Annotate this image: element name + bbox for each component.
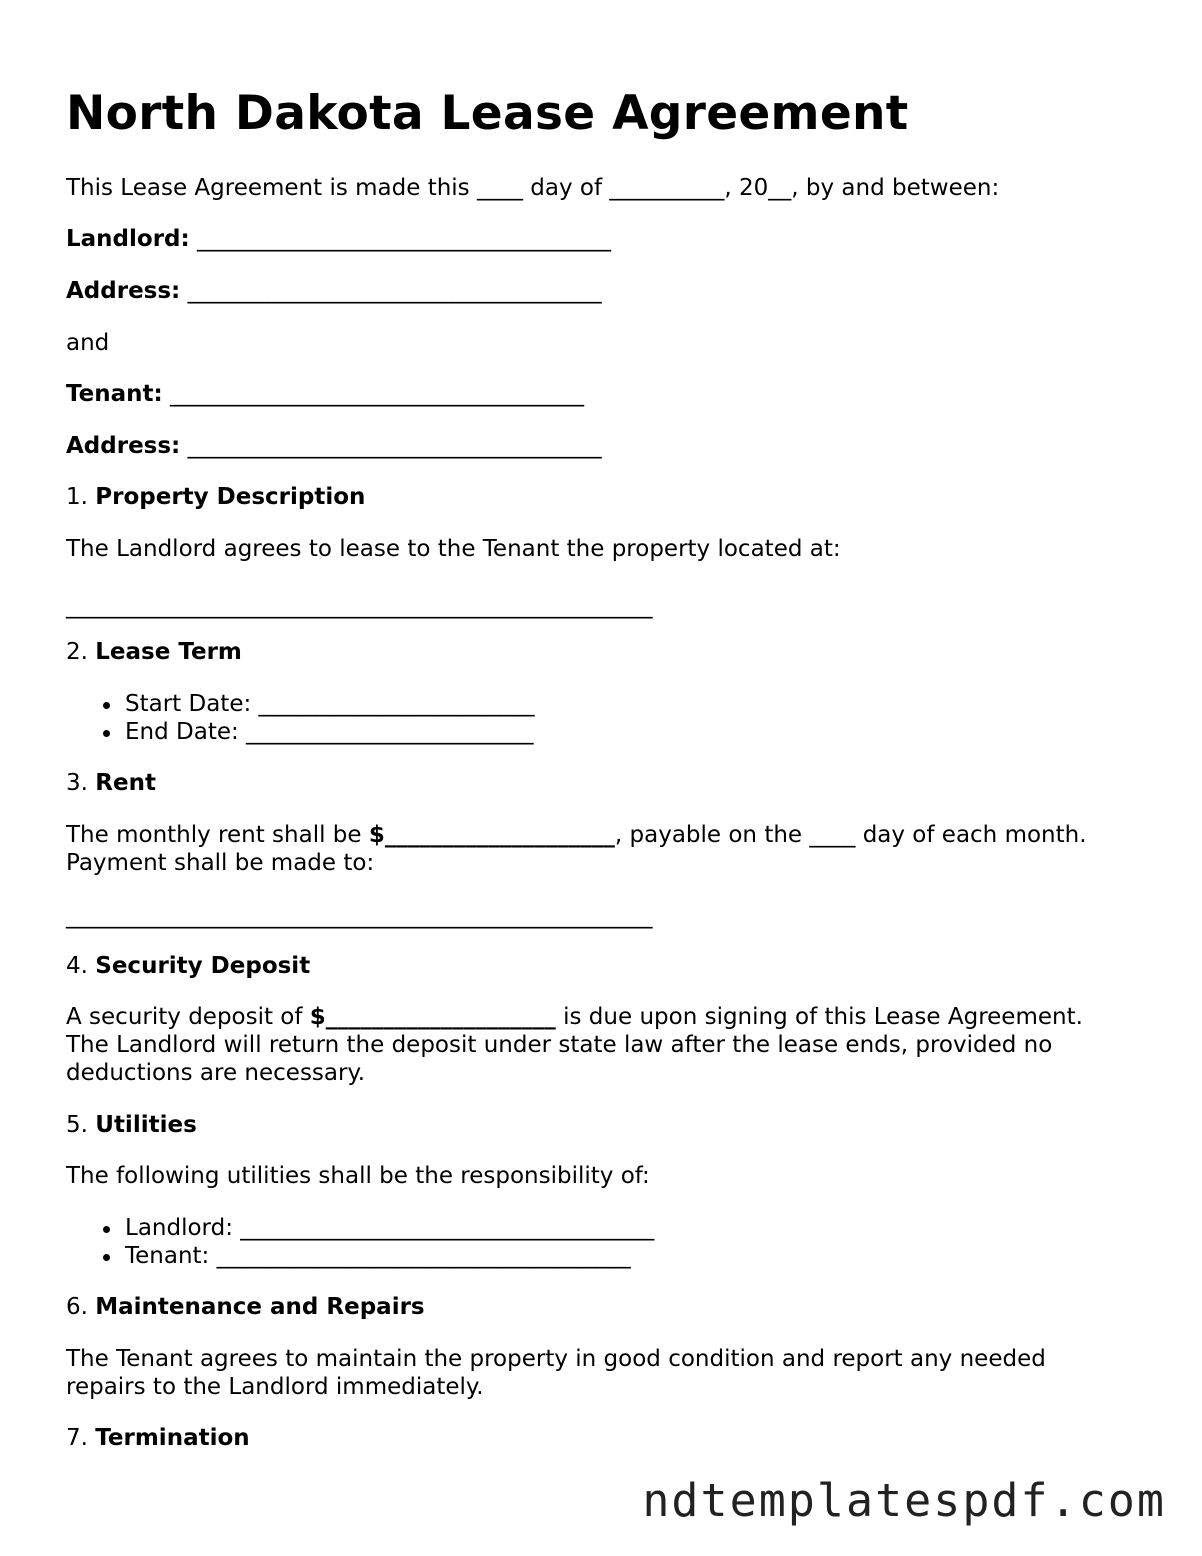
page-title: North Dakota Lease Agreement — [66, 86, 909, 141]
section-heading-rent — [66, 769, 156, 797]
watermark-text: ndtemplatespdf.com — [642, 1474, 1166, 1527]
landlord-address-label: Address: — [66, 278, 181, 304]
list-item-utilities-tenant: Tenant: ____________________________________ — [66, 1242, 654, 1270]
tenant-line — [66, 380, 584, 408]
section-title: Rent — [95, 770, 156, 796]
rent-text-after: , payable on the ____ day of each month. — [614, 822, 1087, 848]
utilities-list — [66, 1214, 654, 1270]
section-heading-maintenance — [66, 1293, 425, 1321]
section-number: 3. — [66, 770, 88, 796]
section-title: Lease Term — [95, 639, 242, 665]
section-heading-termination — [66, 1424, 250, 1452]
list-item-end-date: End Date: _________________________ — [66, 718, 535, 746]
landlord-label: Landlord: — [66, 226, 190, 252]
section-number: 7. — [66, 1425, 88, 1451]
rent-payment-blank: ___________________________________________________ — [66, 903, 653, 929]
section-heading-utilities — [66, 1111, 197, 1139]
tenant-label: Tenant: — [66, 381, 163, 407]
list-item-start-date: Start Date: ________________________ — [66, 690, 535, 718]
section-title: Security Deposit — [95, 953, 311, 979]
section-heading-property — [66, 483, 365, 511]
lease-term-list — [66, 690, 535, 746]
tenant-address-line — [66, 432, 602, 460]
section-number: 2. — [66, 639, 88, 665]
landlord-line — [66, 225, 611, 253]
deposit-text-line2: The Landlord will return the deposit under state law after the lease ends, provided no — [66, 1032, 1053, 1058]
tenant-address-label: Address: — [66, 433, 181, 459]
rent-text-before: The monthly rent shall be — [66, 822, 369, 848]
utilities-text: The following utilities shall be the responsibility of: — [66, 1163, 650, 1189]
section-heading-deposit — [66, 952, 310, 980]
section-heading-term — [66, 638, 242, 666]
section-number: 1. — [66, 484, 88, 510]
deposit-amount: $____________________ — [309, 1004, 556, 1030]
landlord-blank: ____________________________________ — [197, 226, 612, 252]
section-number: 6. — [66, 1294, 88, 1320]
section-title: Termination — [95, 1425, 250, 1451]
deposit-text-after: is due upon signing of this Lease Agreement. — [555, 1004, 1083, 1030]
intro-text: This Lease Agreement is made this ____ day of __________, 20__, by and between: — [66, 175, 1000, 201]
and-text: and — [66, 330, 110, 356]
landlord-address-blank: ____________________________________ — [187, 278, 602, 304]
rent-payment-to: Payment shall be made to: — [66, 850, 375, 876]
tenant-blank: ____________________________________ — [170, 381, 585, 407]
section-title: Utilities — [95, 1112, 197, 1138]
maintenance-text-line2: repairs to the Landlord immediately. — [66, 1374, 484, 1400]
list-item-utilities-landlord: Landlord: ____________________________________ — [66, 1214, 654, 1242]
deposit-text — [66, 1003, 1083, 1031]
deposit-text-line3: deductions are necessary. — [66, 1060, 366, 1086]
landlord-address-line — [66, 277, 602, 305]
property-text: The Landlord agrees to lease to the Tenant the property located at: — [66, 536, 841, 562]
property-blank: ___________________________________________________ — [66, 593, 653, 619]
section-title: Maintenance and Repairs — [95, 1294, 425, 1320]
rent-text — [66, 821, 1087, 849]
section-number: 4. — [66, 953, 88, 979]
maintenance-text-line1: The Tenant agrees to maintain the property in good condition and report any needed — [66, 1346, 1046, 1372]
deposit-text-before: A security deposit of — [66, 1004, 310, 1030]
rent-amount: $____________________ — [368, 822, 615, 848]
tenant-address-blank: ____________________________________ — [187, 433, 602, 459]
section-number: 5. — [66, 1112, 88, 1138]
section-title: Property Description — [95, 484, 366, 510]
